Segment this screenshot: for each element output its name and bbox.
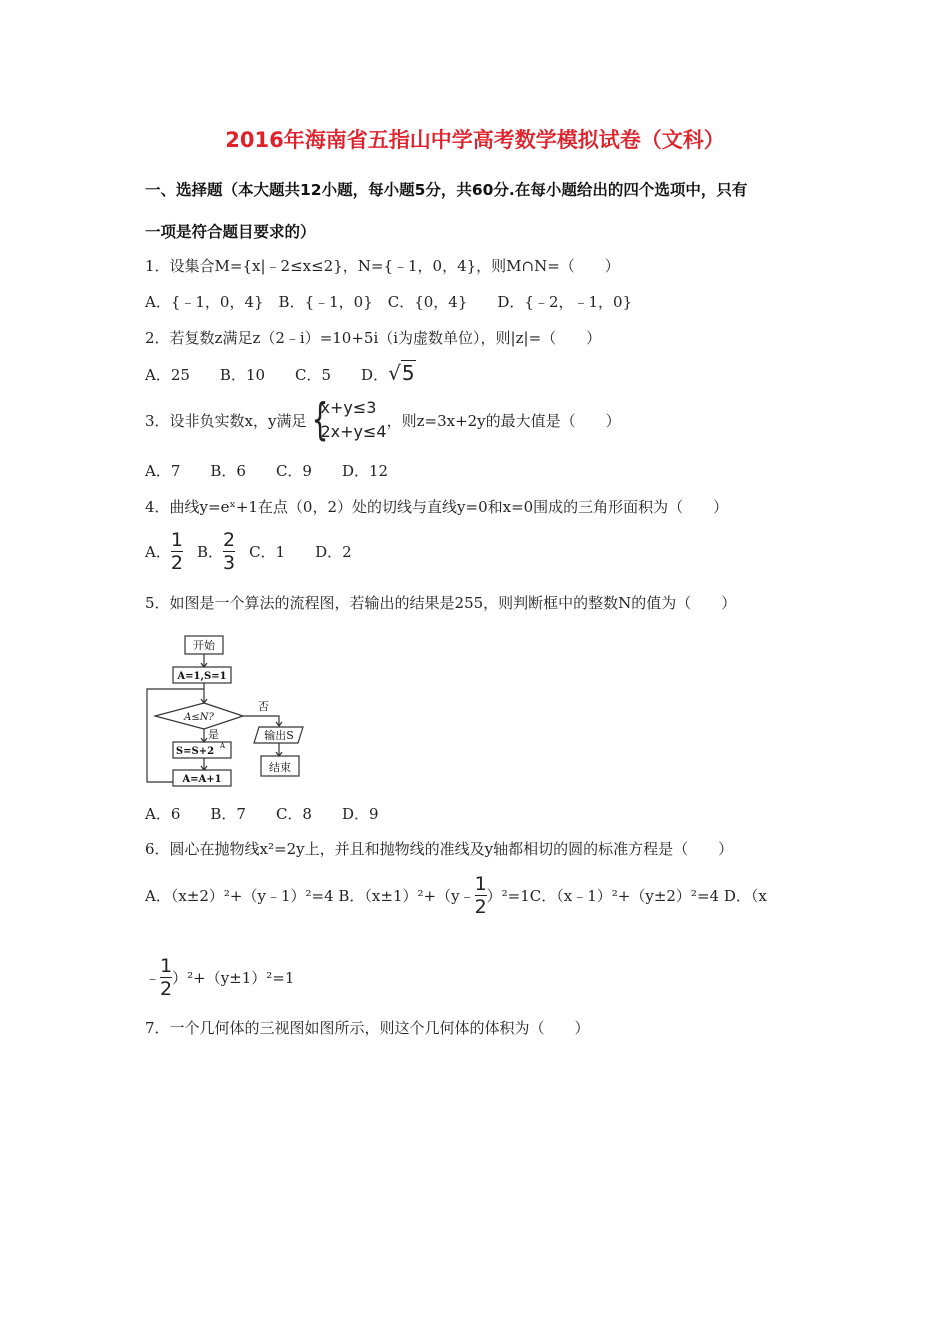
flow-init-label: A=1,S=1: [177, 671, 227, 682]
question-2-options: A．25 B．10 C．5 D．√5: [145, 361, 415, 385]
fraction-half: $\frac{1}{2}$: [170, 528, 183, 574]
flow-update-a-label: A=A+1: [182, 774, 222, 785]
question-7: 7．一个几何体的三视图如图所示，则这个几何体的体积为（ ）: [145, 1019, 590, 1037]
flow-end-label: 结束: [269, 761, 291, 774]
question-2: 2．若复数z满足z（2﹣i）=10+5i（i为虚数单位），则|z|=（ ）: [145, 329, 602, 347]
question-6-options-line2: ﹣ $\frac{1}{2}$ ）²+（y±1）²=1: [145, 954, 295, 1000]
flow-start-label: 开始: [193, 639, 215, 652]
question-3-options: A．7 B．6 C．9 D．12: [145, 462, 389, 480]
flow-update-s-label: S=S+2: [175, 746, 215, 757]
question-4: 4．曲线y=eˣ+1在点（0，2）处的切线与直线y=0和x=0围成的三角形面积为（ ）: [145, 498, 729, 516]
question-4-options: A． $\frac{1}{2}$ B． $\frac{2}{3}$ C．1 D．2: [145, 528, 352, 574]
question-1: 1．设集合M={x|﹣2≤x≤2}，N={﹣1，0，4}，则M∩N=（ ）: [145, 257, 620, 275]
flow-output-label: 输出S: [264, 729, 294, 742]
section-header-line2: 一项是符合题目要求的）: [145, 223, 316, 241]
inequality-system: { x+y≤3 2x+y≤4: [312, 394, 387, 445]
flow-update-s-sup: A: [220, 742, 226, 750]
question-5: 5．如图是一个算法的流程图，若输出的结果是255，则判断框中的整数N的值为（ ）: [145, 594, 737, 612]
brace-icon: {: [312, 394, 329, 445]
sqrt-symbol: √5: [388, 361, 415, 385]
flow-yes-label: 是: [208, 728, 219, 741]
question-5-options: A．6 B．7 C．8 D．9: [145, 805, 379, 823]
flow-no-label: 否: [258, 700, 269, 713]
algorithm-flowchart: [143, 632, 308, 790]
section-header-line1: 一、选择题（本大题共12小题，每小题5分，共60分.在每小题给出的四个选项中，只有: [145, 181, 748, 199]
flow-cond-label: A≤N?: [184, 712, 214, 723]
question-1-options: A．{﹣1，0，4} B．{﹣1，0} C．{0，4} D．{﹣2，﹣1，0}: [145, 293, 633, 311]
question-6: 6．圆心在抛物线x²=2y上，并且和抛物线的准线及y轴都相切的圆的标准方程是（ ）: [145, 840, 734, 858]
question-3: 3．设非负实数x，y满足 { x+y≤3 2x+y≤4 ，则z=3x+2y的最大值是（ ）: [145, 394, 621, 445]
page-title: 2016年海南省五指山中学高考数学模拟试卷（文科）: [225, 128, 725, 152]
fraction-two-thirds: $\frac{2}{3}$: [222, 528, 236, 574]
fraction-half-b: $\frac{1}{2}$: [474, 872, 487, 918]
question-6-options-line1: A．（x±2）²+（y﹣1）²=4 B．（x±1）²+（y﹣ $\frac{1}{2}$ ）²=1C．（x﹣1）²+（y±2）²=4 D．（x: [145, 872, 767, 918]
fraction-half-d: $\frac{1}{2}$: [160, 954, 173, 1000]
